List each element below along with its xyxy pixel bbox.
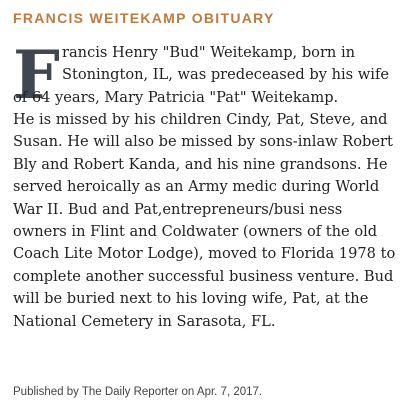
body-line: War II. Bud and Pat,entrepreneurs/busi ness (13, 200, 343, 218)
body-continuation (13, 109, 396, 333)
body-line: Bly and Robert Kanda, and his nine grandsons. He (13, 155, 388, 173)
published-byline: Published by The Daily Reporter on Apr. 7, 2017. (13, 386, 263, 398)
body-line: Coach Lite Motor Lodge), moved to Florida 1978 to (13, 245, 396, 263)
body-line: served heroically as an Army medic during World (13, 178, 380, 196)
body-line: of 64 years, Mary Patricia "Pat" Weitekamp. (13, 88, 339, 106)
obituary-body (13, 36, 396, 333)
body-line: complete another successful business venture. Bud (13, 267, 394, 285)
body-line: National Cemetery in Sarasota, FL. (13, 312, 276, 330)
body-line: Susan. He will also be missed by sons-inlaw Robert (13, 133, 393, 151)
body-line: will be buried next to his loving wife, Pat, at the (13, 290, 369, 308)
opening-paragraph-block (13, 36, 390, 114)
body-line: owners in Flint and Coldwater (owners of the old (13, 222, 378, 240)
drop-cap-letter: F (13, 36, 60, 114)
indented-lines (13, 36, 390, 114)
body-line: Stonington, IL, was predeceased by his wife (62, 66, 390, 84)
body-line: He is missed by his children Cindy, Pat, Steve, and (13, 111, 388, 128)
obituary-title: FRANCIS WEITEKAMP OBITUARY (13, 10, 275, 26)
body-line: rancis Henry "Bud" Weitekamp, born in (62, 44, 356, 61)
obituary (13, 10, 396, 333)
